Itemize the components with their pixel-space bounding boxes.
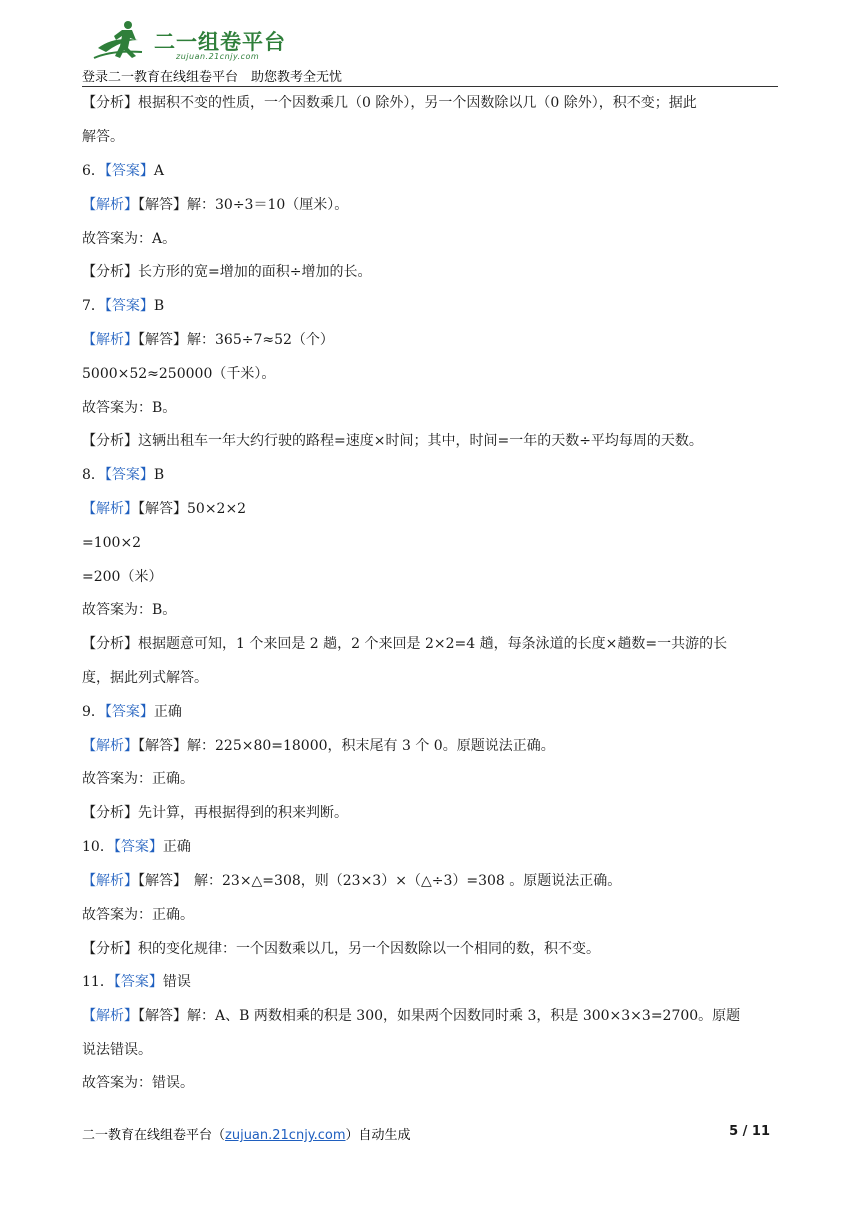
line-text: 故答案为：正确。 bbox=[82, 771, 194, 787]
line-text: 7． bbox=[82, 298, 105, 314]
line-text: 故答案为：正确。 bbox=[82, 907, 194, 923]
line-text: 【解答】 解：23×△=308，则（23×3）×（△÷3）=308 。原题说法正确。 bbox=[138, 873, 622, 889]
text-line bbox=[82, 769, 194, 789]
line-text: 正确 bbox=[153, 704, 182, 720]
line-text: 度，据此列式解答。 bbox=[82, 670, 208, 686]
section-tag: 【解析】 bbox=[82, 1008, 138, 1024]
section-tag: 【解析】 bbox=[82, 738, 138, 754]
line-text: 【分析】积的变化规律：一个因数乘以几，另一个因数除以一个相同的数，积不变。 bbox=[82, 941, 600, 957]
section-tag: 【答案】 bbox=[104, 704, 154, 720]
page-header bbox=[82, 16, 778, 88]
text-line bbox=[82, 431, 703, 451]
line-text: 【解答】50×2×2 bbox=[138, 501, 247, 517]
footer-prefix: 二一教育在线组卷平台（ bbox=[82, 1128, 226, 1143]
text-line bbox=[82, 634, 727, 654]
text-line bbox=[82, 499, 246, 519]
text-line bbox=[82, 871, 621, 891]
header-tagline: 登录二一教育在线组卷平台 助您教考全无忧 bbox=[82, 70, 343, 85]
line-text: 故答案为：B。 bbox=[82, 602, 177, 618]
text-line bbox=[82, 127, 124, 147]
line-text: 【解答】解：30÷3＝10（厘米）。 bbox=[138, 197, 349, 213]
section-tag: 【解析】 bbox=[82, 873, 138, 889]
section-tag: 【答案】 bbox=[104, 467, 154, 483]
line-text: 8． bbox=[82, 467, 105, 483]
section-tag: 【答案】 bbox=[104, 163, 154, 179]
section-tag: 【解析】 bbox=[82, 501, 138, 517]
text-line bbox=[82, 567, 162, 587]
section-tag: 【解析】 bbox=[82, 197, 138, 213]
line-text: 11． bbox=[82, 974, 114, 990]
line-text: 【分析】先计算，再根据得到的积来判断。 bbox=[82, 805, 348, 821]
line-text: =100×2 bbox=[82, 535, 142, 551]
text-line bbox=[82, 736, 555, 756]
section-tag: 【答案】 bbox=[104, 298, 154, 314]
footer-link[interactable]: zujuan.21cnjy.com bbox=[225, 1128, 346, 1143]
site-logo[interactable] bbox=[92, 16, 312, 64]
line-text: 【分析】长方形的宽=增加的面积÷增加的长。 bbox=[82, 264, 372, 280]
text-line bbox=[82, 905, 194, 925]
text-line bbox=[82, 161, 164, 181]
line-text: B bbox=[153, 298, 165, 314]
runner-logo-icon bbox=[92, 18, 148, 62]
line-text: 【分析】根据积不变的性质，一个因数乘几（0 除外），另一个因数除以几（0 除外），积不变；据此 bbox=[82, 95, 697, 111]
line-text: 5000×52≈250000（千米）。 bbox=[82, 366, 276, 382]
text-line bbox=[82, 262, 371, 282]
text-line bbox=[82, 939, 600, 959]
text-line bbox=[82, 803, 348, 823]
text-line bbox=[82, 1006, 740, 1026]
text-line bbox=[82, 195, 348, 215]
logo-title: 二一组卷平台 bbox=[154, 30, 286, 54]
text-line bbox=[82, 93, 697, 113]
text-line bbox=[82, 1073, 194, 1093]
line-text: A bbox=[153, 163, 165, 179]
line-text: 【解答】解：A、B 两数相乘的积是 300，如果两个因数同时乘 3，积是 300×3×3=2700。原题 bbox=[138, 1008, 741, 1024]
text-line bbox=[82, 364, 275, 384]
text-line bbox=[82, 398, 176, 418]
section-tag: 【答案】 bbox=[113, 974, 163, 990]
text-line bbox=[82, 296, 164, 316]
line-text: 解答。 bbox=[82, 129, 124, 145]
line-text: 【解答】解：225×80=18000，积末尾有 3 个 0。原题说法正确。 bbox=[138, 738, 555, 754]
text-line bbox=[82, 702, 182, 722]
text-line bbox=[82, 600, 176, 620]
line-text: =200（米） bbox=[82, 569, 163, 585]
line-text: 【分析】根据题意可知，1 个来回是 2 趟，2 个来回是 2×2=4 趟，每条泳道的长度×趟数=一共游的长 bbox=[82, 636, 728, 652]
page-number: 5 / 11 bbox=[729, 1124, 770, 1139]
footer-source bbox=[82, 1124, 411, 1143]
section-tag: 【解析】 bbox=[82, 332, 138, 348]
line-text: B bbox=[153, 467, 165, 483]
header-divider bbox=[82, 86, 778, 87]
logo-url: zujuan.21cnjy.com bbox=[176, 52, 260, 61]
line-text: 【分析】这辆出租车一年大约行驶的路程=速度×时间；其中，时间=一年的天数÷平均每周的天数。 bbox=[82, 433, 703, 449]
line-text: 错误 bbox=[162, 974, 191, 990]
line-text: 正确 bbox=[162, 839, 191, 855]
text-line bbox=[82, 668, 208, 688]
text-line bbox=[82, 837, 191, 857]
text-line bbox=[82, 330, 334, 350]
line-text: 【解答】解：365÷7≈52（个） bbox=[138, 332, 334, 348]
line-text: 故答案为：错误。 bbox=[82, 1075, 194, 1091]
text-line bbox=[82, 972, 191, 992]
text-line bbox=[82, 465, 164, 485]
text-line bbox=[82, 1040, 152, 1060]
line-text: 10． bbox=[82, 839, 114, 855]
line-text: 故答案为：B。 bbox=[82, 400, 177, 416]
text-line bbox=[82, 229, 176, 249]
line-text: 6． bbox=[82, 163, 105, 179]
line-text: 故答案为：A。 bbox=[82, 231, 177, 247]
text-line bbox=[82, 533, 141, 553]
line-text: 说法错误。 bbox=[82, 1042, 152, 1058]
footer-suffix: ）自动生成 bbox=[345, 1128, 411, 1143]
section-tag: 【答案】 bbox=[113, 839, 163, 855]
line-text: 9． bbox=[82, 704, 105, 720]
